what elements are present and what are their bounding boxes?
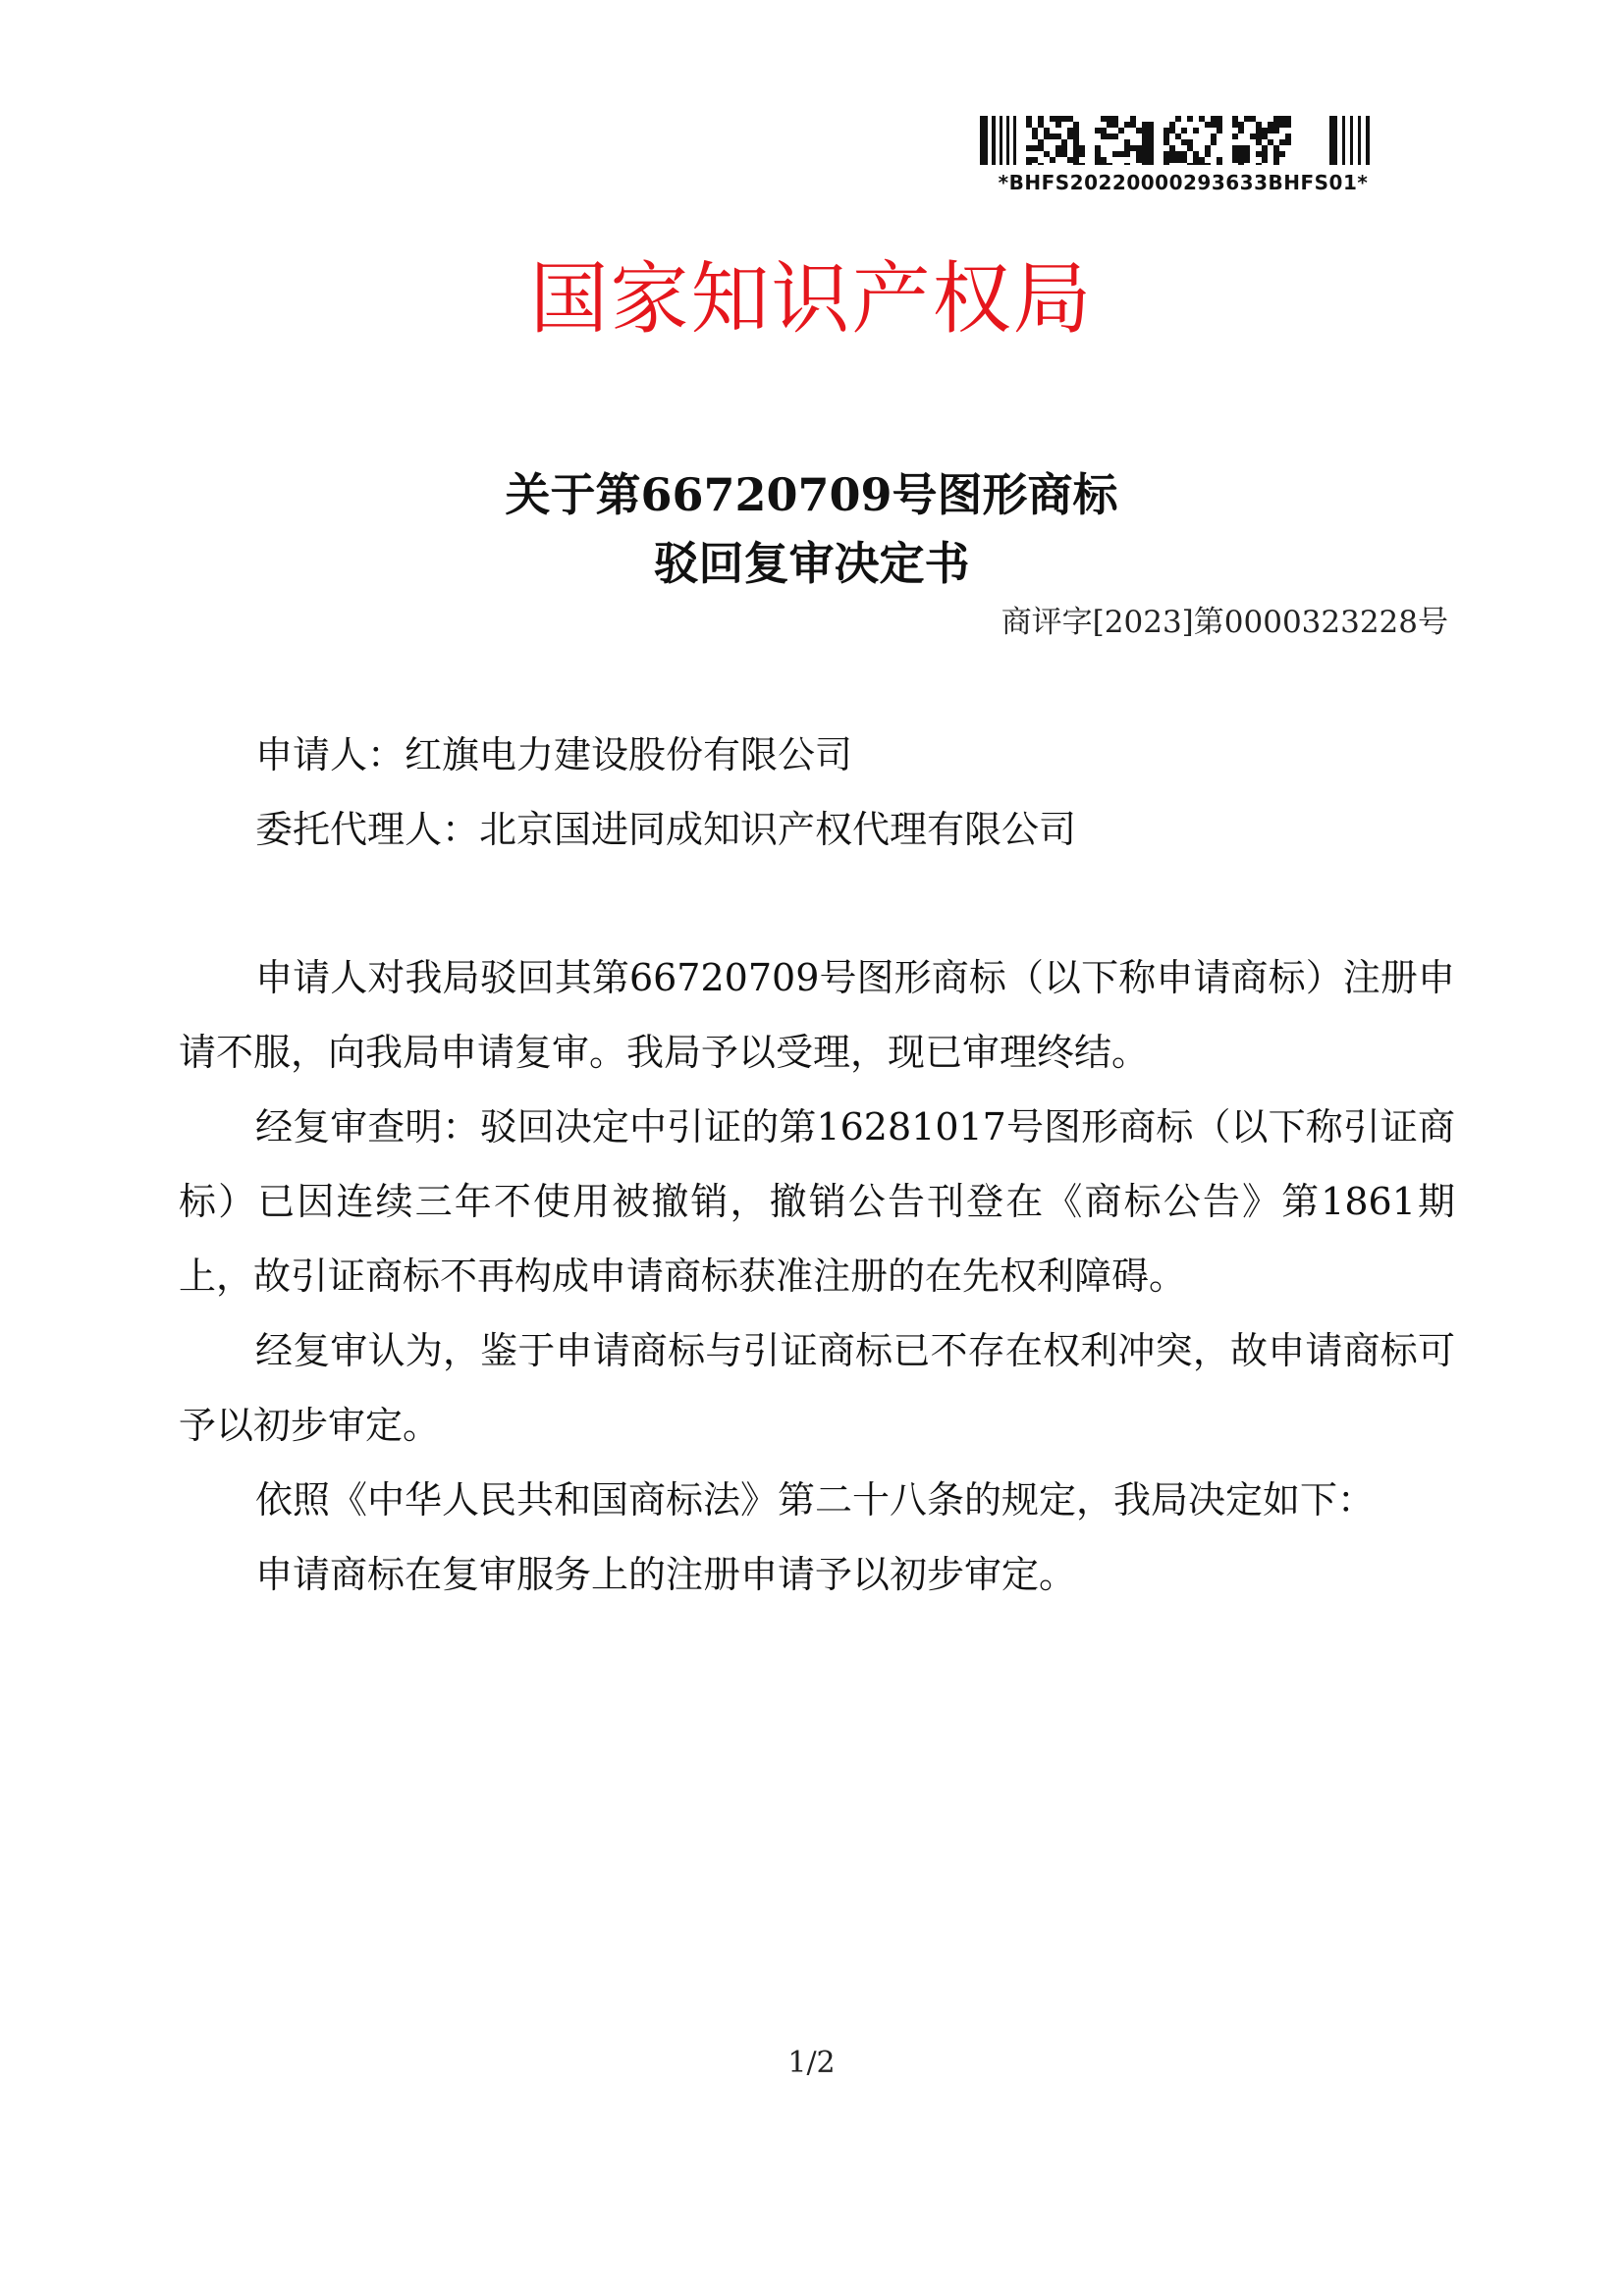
agency-name: 国家知识产权局 [529,253,1094,345]
paragraph-findings: 经复审查明：驳回决定中引证的第16281017号图形商标（以下称引证商标）已因连续三年不使用被撤销，撤销公告刊登在《商标公告》第1861期上，故引证商标不再构成申请商标获准注册的在先权利障碍。 [179,1105,1455,1298]
barcode-graphic [980,116,1386,165]
barcode-text: *BHFS20220000293633BHFS01* [998,171,1369,194]
parties-block [179,718,1455,867]
document-number: 商评字[2023]第0000323228号 [1001,605,1448,640]
paragraph-reasoning: 经复审认为，鉴于申请商标与引证商标已不存在权利冲突，故申请商标可予以初步审定。 [179,1329,1455,1447]
paragraph-background: 申请人对我局驳回其第66720709号图形商标（以下称申请商标）注册申请不服，向我局申请复审。我局予以受理，现已审理终结。 [179,956,1455,1074]
applicant-line: 申请人：红旗电力建设股份有限公司 [255,733,853,776]
paragraph-decision: 申请商标在复审服务上的注册申请予以初步审定。 [255,1553,1077,1596]
document-title-line-2: 驳回复审决定书 [653,537,970,590]
paragraph-legal-basis: 依照《中华人民共和国商标法》第二十八条的规定，我局决定如下： [255,1478,1376,1522]
agent-line: 委托代理人：北京国进同成知识产权代理有限公司 [255,808,1077,851]
barcode [972,116,1394,194]
decision-body [179,940,1455,1612]
document-title-line-1: 关于第66720709号图形商标 [505,468,1118,521]
page-number: 1/2 [787,2046,836,2080]
